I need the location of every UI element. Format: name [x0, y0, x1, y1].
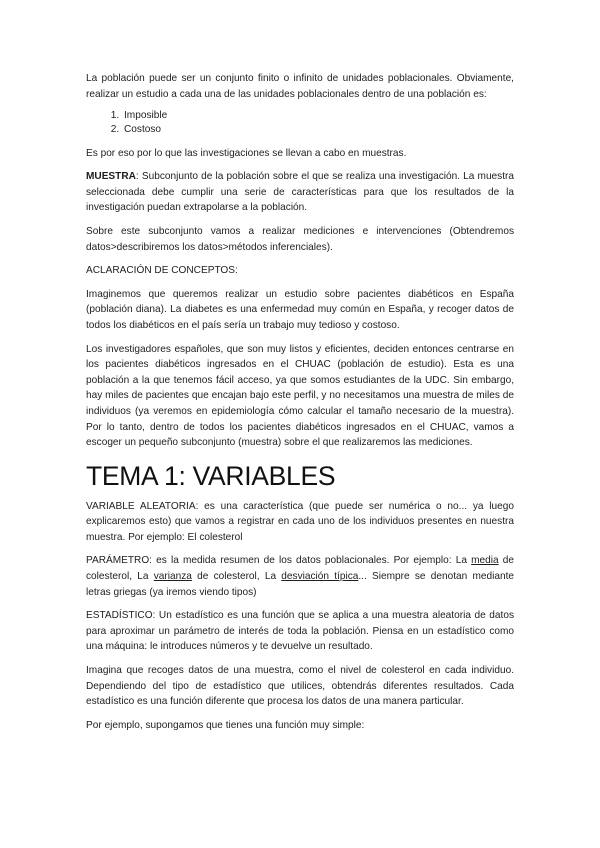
samples-paragraph: Es por eso por lo que las investigaciones se llevan a cabo en muestras. — [86, 147, 407, 159]
parametro-text-a: PARÁMETRO: es la medida resumen de los datos poblacionales. Por ejemplo: La — [86, 555, 472, 567]
parametro-definition — [86, 553, 514, 600]
variable-definition: VARIABLE ALEATORIA: es una característica (que puede ser numérica o no... ya luego explicaremos esto) que vamos a registrar en cada uno de los individuos presentes en nuestra muestra. Por ejemplo: El colesterol — [86, 500, 514, 543]
muestra-definition — [86, 169, 514, 216]
numbered-list — [86, 109, 514, 137]
list-item: 2. Costoso — [122, 123, 514, 137]
estadistico-definition: ESTADÍSTICO: Un estadístico es una función que se aplica a una muestra aleatoria de datos para aproximar un parámetro de interés de toda la población. Piensa en un estadístico como una máquina: le introduces números y te devuelve un resultado. — [86, 610, 514, 653]
muestra-text: : Subconjunto de la población sobre el que se realiza una investigación. La muestra seleccionada debe cumplir una serie de características para que los resultados de la investigación puedan extrapolarse a la población. — [86, 171, 514, 214]
media-link[interactable]: media — [471, 555, 499, 567]
imagina-paragraph: Imagina que recoges datos de una muestra, como el nivel de colesterol en cada individuo. Dependiendo del tipo de estadístico que utilices, obtendrás diferentes resultados. Cada estadístico es una función diferente que procesa los datos de una manera particular. — [86, 665, 514, 708]
parametro-text-d: ... Siempre se denotan mediante letras griegas (ya iremos viendo tipos) — [86, 571, 514, 598]
subset-paragraph: Sobre este subconjunto vamos a realizar mediciones e intervenciones (Obtendremos datos>describiremos los datos>métodos inferenciales). — [86, 225, 514, 253]
desviacion-link[interactable]: desviación típica — [281, 571, 359, 583]
example-paragraph-1: Imaginemos que queremos realizar un estudio sobre pacientes diabéticos en España (población diana). La diabetes es una enfermedad muy común en España, y recoger datos de todos los diabéticos en el país sería un trabajo muy tedioso y costoso. — [86, 288, 514, 331]
muestra-term: MUESTRA — [86, 171, 136, 183]
document-body — [86, 71, 514, 733]
intro-paragraph: La población puede ser un conjunto finito o infinito de unidades poblacionales. Obviamente, realizar un estudio a cada una de las unidades poblacionales dentro de una población es: — [86, 73, 514, 100]
aclaracion-heading: ACLARACIÓN DE CONCEPTOS: — [86, 265, 238, 277]
parametro-text-b: de colesterol, La — [86, 555, 514, 583]
parametro-text-c: de colesterol, La — [191, 571, 282, 583]
example-paragraph-2: Los investigadores españoles, que son muy listos y eficientes, deciden entonces centrarse en los pacientes diabéticos ingresados en el CHUAC (población de estudio). Esta es una población a la que tenemos fácil acceso, ya que somos estudiantes de la UDC. Sin embargo, hay miles de pacientes que encajan bajo este perfil, y no necesitamos una muestra de miles de individuos (ya veremos en epidemiología cómo calcular el tamaño necesario de la muestra). Por lo tanto, dentro de todos los pacientes diabéticos ingresados en el CHUAC, vamos a escoger un pequeño subconjunto (muestra) sobre el que realizaremos las mediciones. — [86, 343, 514, 449]
list-item: 1. Imposible — [122, 109, 514, 123]
varianza-link[interactable]: varianza — [153, 571, 192, 583]
section-heading: TEMA 1: VARIABLES — [86, 460, 336, 491]
ejemplo-paragraph: Por ejemplo, supongamos que tienes una función muy simple: — [86, 719, 365, 731]
